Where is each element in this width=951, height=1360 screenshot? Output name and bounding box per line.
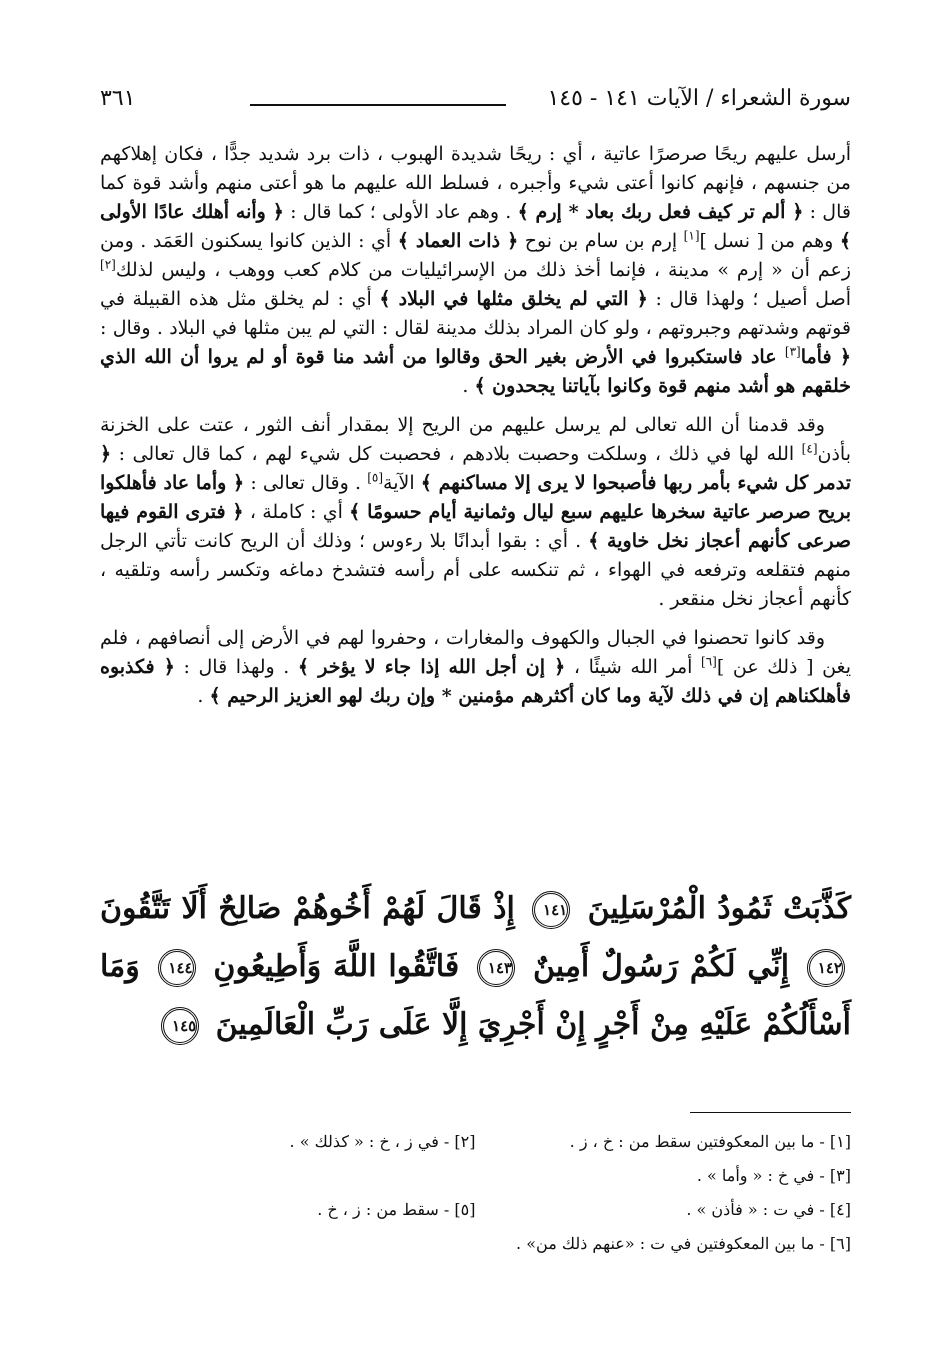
text-run: الآية xyxy=(383,472,421,494)
quran-quote: ﴿ إن أجل الله إذا جاء لا يؤخر ﴾ xyxy=(297,656,566,678)
footnote-2: [٢] - في ز ، خ : « كذلك » . xyxy=(289,1131,476,1151)
text-run: . وقال تعالى : xyxy=(244,472,368,494)
footnote-6: [٦] - ما بين المعكوفتين في ت : «عنهم ذلك من» . xyxy=(516,1233,851,1253)
quran-quote: ﴿ وأنه أهلك عادًا الأولى ﴾ xyxy=(100,201,851,252)
paragraph xyxy=(100,411,851,614)
quran-quote: ﴿ التي لم يخلق مثلها في البلاد ﴾ xyxy=(379,288,648,310)
text-run: أي : لم يخلق مثل هذه القبيلة في قوتهم وشدتهم وجبروتهم ، ولو كان المراد بذلك مدينة لقال : التي لم يبن مثلها في البلاد . وقال : xyxy=(100,288,851,339)
quran-quote: عاد فاستكبروا في الأرض بغير الحق وقالوا من أشد منا قوة أو لم يروا أن الله الذي خلقهم هو أشد منهم قوة وكانوا بآياتنا يجحدون ﴾ xyxy=(100,346,851,397)
verse-text: إِنِّي لَكُمْ رَسُولٌ أَمِينٌ xyxy=(532,949,790,984)
page-header xyxy=(100,84,851,120)
text-run: . xyxy=(462,375,475,397)
quran-quote: ﴿ ألم تر كيف فعل ربك بعاد * إرم ﴾ xyxy=(517,201,804,223)
verse-text: فَاتَّقُوا اللَّهَ وَأَطِيعُونِ xyxy=(213,949,460,984)
footnote-row xyxy=(100,1226,851,1260)
text-run: أرسل عليهم ريحًا صرصرًا عاتية ، أي : ريحًا شديدة الهبوب ، ذات برد شديد جدًّا ، فكان إهلاكهم من جنسهم ، فإنهم كانوا أعتى شيء وأجبره ، فسلط الله عليهم ما هو أعتى منهم وأشد قوة كما قال : xyxy=(100,143,851,223)
quran-quote: ﴿ ذات العماد ﴾ xyxy=(397,230,519,252)
footnote-ref: [٣] xyxy=(784,344,801,359)
footnote-1: [١] - ما بين المعكوفتين سقط من : خ ، ز . xyxy=(569,1131,851,1151)
quran-quote: ﴿ وأما عاد فأهلكوا بريح صرصر عاتية سخرها عليهم سبع ليال وثمانية أيام حسومًا ﴾ xyxy=(100,472,851,523)
quran-quote: ﴿ فكذبوه فأهلكناهم إن في ذلك لآية وما كان أكثرهم مؤمنين * وإن ربك لهو العزيز الرحيم ﴾ xyxy=(100,656,851,707)
footnote-ref: [٤] xyxy=(801,441,818,456)
text-run: . وهم عاد الأولى ؛ كما قال : xyxy=(283,201,518,223)
footnote-ref: [١] xyxy=(683,228,700,243)
verse-text: كَذَّبَتْ ثَمُودُ الْمُرْسَلِينَ xyxy=(587,891,851,926)
verse-number-marker: ١٤١ xyxy=(532,891,570,929)
quran-verses xyxy=(100,880,851,1054)
text-run: إرم بن سام بن نوح xyxy=(518,230,684,252)
footnote-4: [٤] - في ت : « فأذن » . xyxy=(686,1199,851,1219)
header-rule xyxy=(250,104,506,106)
footnote-rule xyxy=(690,1112,851,1113)
verse-number-marker: ١٤٥ xyxy=(161,1007,199,1045)
footnote-row xyxy=(100,1192,851,1226)
commentary-text xyxy=(100,140,851,711)
text-run: وهم من [ نسل ] xyxy=(699,230,840,252)
text-run: أصل أصيل ؛ ولهذا قال : xyxy=(647,288,851,310)
quran-quote: ﴿ تدمر كل شيء بأمر ربها فأصبحوا لا يرى إلا مساكنهم ﴾ xyxy=(100,443,851,494)
text-run: أمر الله شيئًا ، xyxy=(565,656,702,678)
verse-number-marker: ١٤٢ xyxy=(807,949,845,987)
verse-number-marker: ١٤٤ xyxy=(158,949,196,987)
footnote-ref: [٦] xyxy=(701,654,717,669)
text-run: الله لها في ذلك ، وسلكت وحصبت بلادهم ، فحصبت كل شيء لهم ، كما قال تعالى : xyxy=(111,443,802,465)
text-run: أي : الذين كانوا يسكنون العَمَد . ومن زعم أن « إرم » مدينة ، فإنما أخذ ذلك من الإسرائيليات من كلام كعب ووهب ، وليس لذلك xyxy=(100,230,851,281)
footnote-3: [٣] - في خ : « وأما » . xyxy=(696,1165,851,1185)
paragraph xyxy=(100,140,851,401)
footnote-row xyxy=(100,1124,851,1158)
paragraph xyxy=(100,624,851,711)
text-run: وقد كانوا تحصنوا في الجبال والكهوف والمغارات ، وحفروا لهم في الأرض إلى أنصافهم ، فلم يغن [ ذلك عن ] xyxy=(100,627,851,678)
text-run: . xyxy=(197,685,210,707)
quran-quote: ﴿ فأما xyxy=(800,346,851,368)
quran-quote: ﴿ فترى القوم فيها صرعى كأنهم أعجاز نخل خاوية ﴾ xyxy=(100,501,851,552)
text-run: . ولهذا قال : xyxy=(174,656,298,678)
verse-text: إِذْ قَالَ لَهُمْ أَخُوهُمْ صَالِحٌ أَلَا تَتَّقُونَ xyxy=(100,891,515,926)
page-number: ٣٦١ xyxy=(100,86,136,111)
running-title: سورة الشعراء / الآيات ١٤١ - ١٤٥ xyxy=(547,86,851,111)
text-run: . أي : بقوا أبدانًا بلا رءوس ؛ وذلك أن الريح كانت تأتي الرجل منهم فتقلعه وترفعه في الهواء ، ثم تنكسه على أم رأسه فتشدخ دماغه وتكسر رأسه وتلقيه ، كأنهم أعجاز نخل منقعر . xyxy=(100,530,851,610)
verse-number-marker: ١٤٣ xyxy=(477,949,515,987)
footnotes xyxy=(100,1124,851,1260)
footnote-ref: [٢] xyxy=(100,257,116,272)
verse-text: وَمَا أَسْأَلُكُمْ عَلَيْهِ مِنْ أَجْرٍ إِنْ أَجْرِيَ إِلَّا عَلَى رَبِّ الْعَالَمِينَ xyxy=(100,949,851,1042)
footnote-ref: [٥] xyxy=(367,470,384,485)
text-run: وقد قدمنا أن الله تعالى لم يرسل عليهم من الريح إلا بمقدار أنف الثور ، عتت على الخزنة بأذن xyxy=(100,414,851,465)
text-run: أي : كاملة ، xyxy=(243,501,350,523)
footnote-5: [٥] - سقط من : ز ، خ . xyxy=(317,1199,476,1219)
footnote-row xyxy=(100,1158,851,1192)
